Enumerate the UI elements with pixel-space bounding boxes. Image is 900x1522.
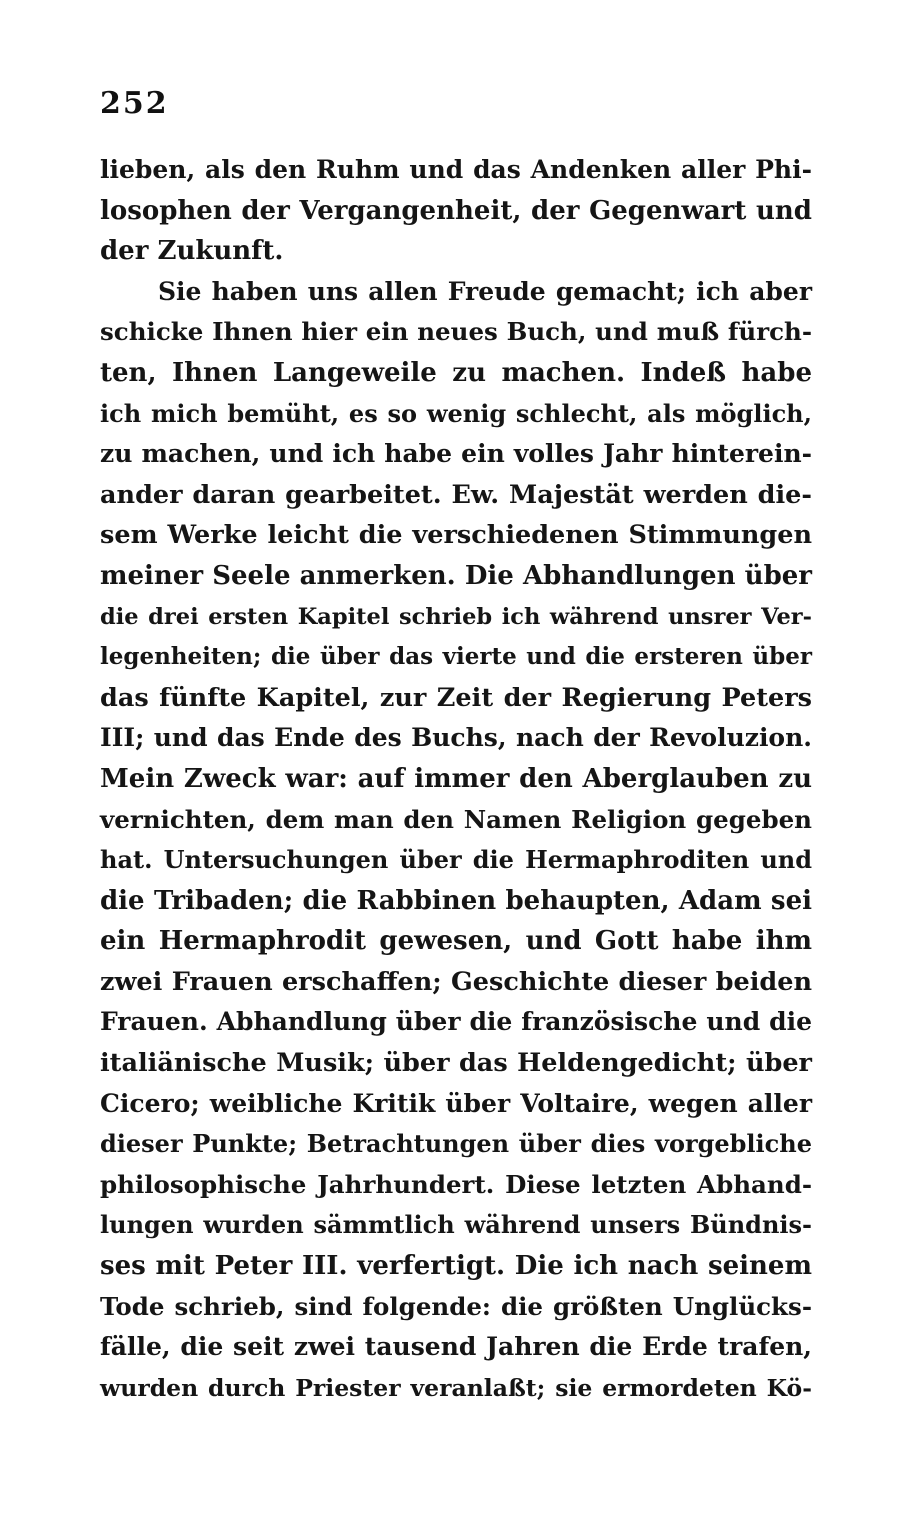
- text-line: Tode schrieb, sind folgende: die größten Unglücks-: [100, 1291, 812, 1321]
- paragraph-start-line: Sie haben uns allen Freude gemacht; ich aber: [158, 276, 812, 306]
- text-line: sem Werke leicht die verschiedenen Stimmungen: [100, 520, 812, 551]
- text-line: ander daran gearbeitet. Ew. Majestät werden die-: [100, 479, 812, 510]
- body-text: [100, 150, 812, 1408]
- text-line: die Tribaden; die Rabbinen behaupten, Adam sei: [100, 885, 812, 916]
- text-line: die drei ersten Kapitel schrieb ich während unsrer Ver-: [100, 603, 812, 630]
- text-line: Mein Zweck war: auf immer den Aberglauben zu: [100, 763, 812, 794]
- text-line: ich mich bemüht, es so wenig schlecht, als möglich,: [100, 398, 812, 428]
- text-line: meiner Seele anmerken. Die Abhandlungen über: [100, 560, 812, 591]
- text-line: vernichten, dem man den Namen Religion gegeben: [100, 804, 812, 834]
- text-line: wurden durch Priester veranlaßt; sie ermordeten Kö-: [100, 1373, 812, 1402]
- text-line: ein Hermaphrodit gewesen, und Gott habe ihm: [100, 926, 812, 957]
- text-line: philosophische Jahrhundert. Diese letzten Abhand-: [100, 1169, 812, 1199]
- text-line: dieser Punkte; Betrachtungen über dies vorgebliche: [100, 1129, 812, 1159]
- text-line: italiänische Musik; über das Heldengedicht; über: [100, 1048, 812, 1079]
- text-line: lungen wurden sämmtlich während unsers Bündnis-: [100, 1210, 812, 1240]
- text-line: III; und das Ende des Buchs, nach der Revoluzion.: [100, 723, 812, 753]
- text-line: schicke Ihnen hier ein neues Buch, und muß fürch-: [100, 317, 812, 347]
- text-line: Frauen. Abhandlung über die französische und die: [100, 1007, 812, 1037]
- text-line: zwei Frauen erschaffen; Geschichte dieser beiden: [100, 966, 812, 997]
- text-line: fälle, die seit zwei tausend Jahren die Erde trafen,: [100, 1332, 812, 1362]
- text-line: zu machen, und ich habe ein volles Jahr hinterein-: [100, 439, 812, 469]
- text-line: das fünfte Kapitel, zur Zeit der Regierung Peters: [100, 682, 812, 713]
- text-line: ses mit Peter III. verfertigt. Die ich nach seinem: [100, 1251, 812, 1282]
- text-line: ten, Ihnen Langeweile zu machen. Indeß habe: [100, 357, 812, 388]
- text-line: Cicero; weibliche Kritik über Voltaire, wegen aller: [100, 1088, 812, 1118]
- text-line: hat. Untersuchungen über die Hermaphroditen und: [100, 845, 812, 875]
- text-line: losophen der Vergangenheit, der Gegenwart und: [100, 195, 812, 226]
- text-line: lieben, als den Ruhm und das Andenken aller Phi-: [100, 155, 812, 184]
- text-line: legenheiten; die über das vierte und die ersteren über: [100, 643, 812, 671]
- text-line: der Zukunft.: [100, 236, 284, 267]
- page-number: 252: [100, 86, 169, 121]
